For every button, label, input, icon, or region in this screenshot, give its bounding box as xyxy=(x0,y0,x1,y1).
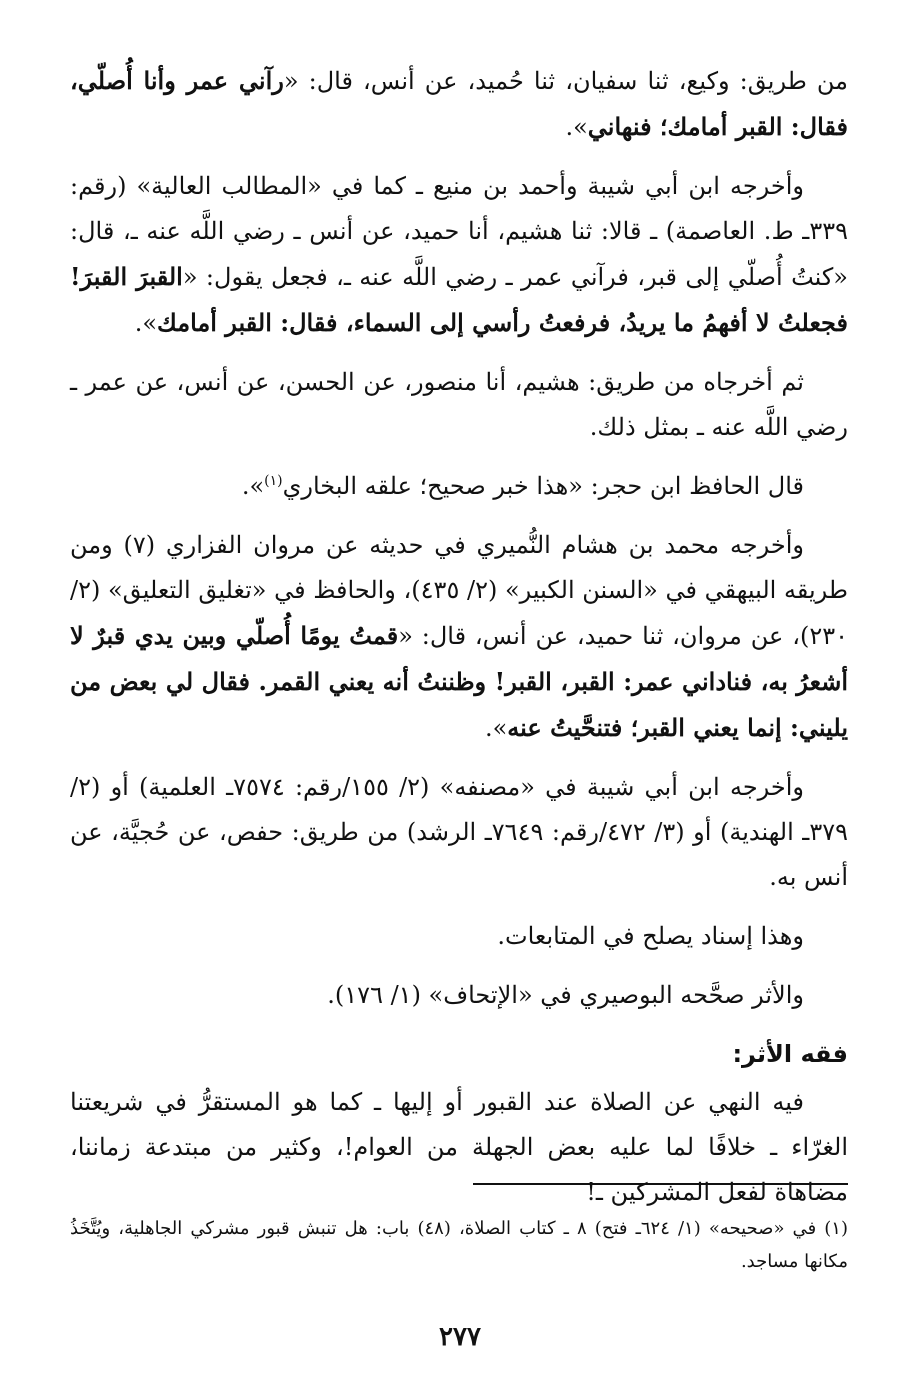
footnote: (١) في «صحيحه» (١/ ٦٢٤ـ فتح) ٨ ـ كتاب الصلاة، (٤٨) باب: هل تنبش قبور مشركي الجاهلية، ويُتَّخَذُ مكانها مساجد. xyxy=(70,1218,848,1272)
paragraph xyxy=(70,973,848,1018)
text-run: من طريق: وكيع، ثنا سفيان، ثنا حُميد، عن أنس، قال: « xyxy=(283,67,849,95)
text-run: ». xyxy=(241,472,265,500)
text-run: قال الحافظ ابن حجر: «هذا خبر صحيح؛ علقه البخاري xyxy=(282,472,804,500)
main-text xyxy=(70,58,848,1229)
paragraph xyxy=(70,765,848,900)
paragraph xyxy=(70,360,848,450)
paragraph xyxy=(70,914,848,959)
text-run: وأخرجه ابن أبي شيبة في «مصنفه» (٢/ ١٥٥/رقم: ٧٥٧٤ـ العلمية) أو (٢/ ٣٧٩ـ الهندية) أو (٣/ ٤٧٢/رقم: ٧٦٤٩ـ الرشد) من طريق: حفص، عن حُجيَّة، عن أنس به. xyxy=(70,773,848,891)
text-run: ». xyxy=(565,113,588,141)
paragraph xyxy=(70,523,848,751)
quoted-text: قمتُ يومًا أُصلّي وبين يدي قبرٌ لا أشعرُ به، فناداني عمر: القبر، القبر! وظننتُ أنه يعني القمر. فقال لي بعض من يليني: إنما يعني القبر؛ فتنحَّيتُ عنه xyxy=(70,621,848,742)
paragraph xyxy=(70,58,848,150)
paragraph xyxy=(70,164,848,346)
footnote-marker: (١) xyxy=(264,473,283,489)
text-run: والأثر صحَّحه البوصيري في «الإتحاف» (١/ ١٧٦). xyxy=(327,981,804,1009)
footnote-divider xyxy=(473,1183,848,1185)
text-run: وهذا إسناد يصلح في المتابعات. xyxy=(497,922,804,950)
section-heading: فقه الأثر: xyxy=(732,1040,848,1068)
paragraph xyxy=(70,464,848,509)
fiqh-paragraph: فيه النهي عن الصلاة عند القبور أو إليها ـ كما هو المستقرُّ في شريعتنا الغرّاء ـ خلافًا لما عليه بعض الجهلة من العوام!، وكثير من مبتدعة زماننا، مضاهاة لفعل المشركين ـ! xyxy=(70,1088,848,1206)
text-run: ». xyxy=(484,714,508,742)
text-run: وأخرجه ابن أبي شيبة وأحمد بن منيع ـ كما في «المطالب العالية» (رقم: ٣٣٩ـ ط. العاصمة) ـ قالا: ثنا هشيم، أنا حميد، عن أنس ـ رضي اللَّه عنه ـ، قال: «كنتُ أُصلّي إلى قبر، فرآني عمر ـ رضي اللَّه عنه ـ، فجعل يقول: « xyxy=(70,172,848,291)
text-run: ثم أخرجاه من طريق: هشيم، أنا منصور، عن الحسن، عن أنس، عن عمر ـ رضي اللَّه عنه ـ بمثل ذلك. xyxy=(70,368,848,441)
quoted-text: رآني عمر وأنا أُصلّي، فقال: القبر أمامك؛ فنهاني xyxy=(70,66,848,141)
text-run: وأخرجه محمد بن هشام النُّميري في حديثه عن مروان الفزاري (٧) ومن طريقه البيهقي في «السنن الكبير» (٢/ ٤٣٥)، والحافظ في «تغليق التعليق» (٢/ ٢٣٠)، عن مروان، ثنا حميد، عن أنس، قال: « xyxy=(70,531,849,650)
page-number: ٢٧٧ xyxy=(439,1322,481,1352)
text-run: ». xyxy=(134,309,158,337)
quoted-text: القبرَ القبرَ! فجعلتُ لا أفهمُ ما يريدُ، فرفعتُ رأسي إلى السماء، فقال: القبر أمامك xyxy=(70,262,848,337)
body-paragraphs xyxy=(70,58,848,1018)
